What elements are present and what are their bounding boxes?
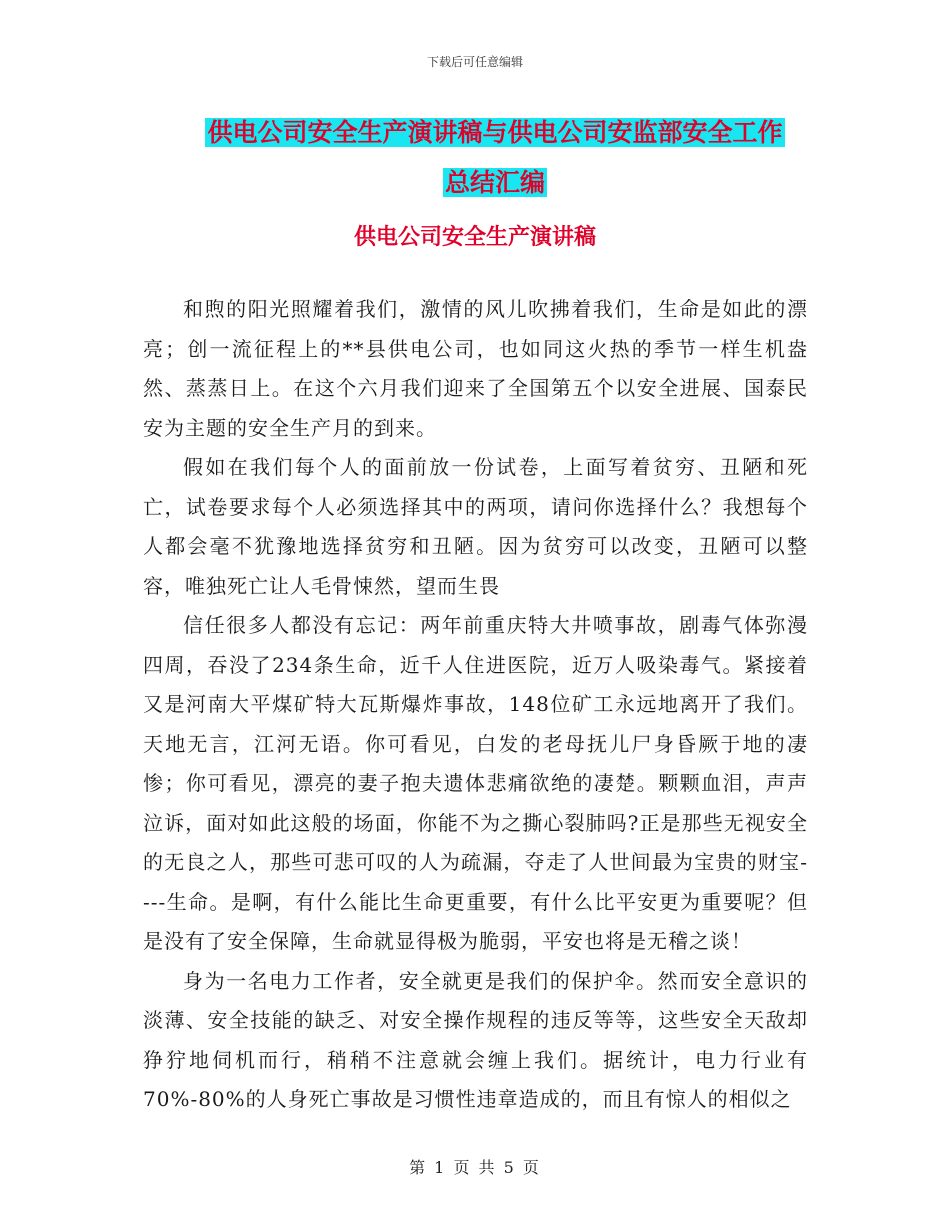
body-text — [143, 290, 808, 1120]
document-title — [140, 108, 850, 208]
document-title-line-2: 总结汇编 — [444, 168, 545, 197]
document-title-line-1: 供电公司安全生产演讲稿与供电公司安监部安全工作 — [207, 118, 783, 147]
paragraph: 和煦的阳光照耀着我们，激情的风儿吹拂着我们，生命是如此的漂亮；创一流征程上的**县供电公司，也如同这火热的季节一样生机盎然、蒸蒸日上。在这个六月我们迎来了全国第五个以安全进展、国泰民安为主题的安全生产月的到来。 — [143, 297, 808, 440]
page-header-note: 下载后可任意编辑 — [426, 55, 523, 69]
section-heading: 供电公司安全生产演讲稿 — [353, 225, 596, 250]
paragraph: 身为一名电力工作者，安全就更是我们的保护伞。然而安全意识的淡薄、安全技能的缺乏、对安全操作规程的违反等等，这些安全天敌却狰狞地伺机而行，稍稍不注意就会缠上我们。据统计，电力行业有70%-80%的人身死亡事故是习惯性违章造成的，而且有惊人的相似之 — [143, 968, 808, 1111]
paragraph: 假如在我们每个人的面前放一份试卷，上面写着贫穷、丑陋和死亡，试卷要求每个人必须选择其中的两项，请问你选择什么？我想每个人都会毫不犹豫地选择贫穷和丑陋。因为贫穷可以改变，丑陋可以整容，唯独死亡让人毛骨悚然，望而生畏 — [143, 455, 808, 598]
paragraph: 信任很多人都没有忘记：两年前重庆特大井喷事故，剧毒气体弥漫四周，吞没了234条生命，近千人住进医院，近万人吸染毒气。紧接着又是河南大平煤矿特大瓦斯爆炸事故，148位矿工永远地离开了我们。天地无言，江河无语。你可看见，白发的老母抚儿尸身昏厥于地的凄惨；你可看见，漂亮的妻子抱夫遗体悲痛欲绝的凄楚。颗颗血泪，声声泣诉，面对如此这般的场面，你能不为之撕心裂肺吗?正是那些无视安全的无良之人，那些可悲可叹的人为疏漏，夺走了人世间最为宝贵的财宝----生命。是啊，有什么能比生命更重要，有什么比平安更为重要呢？但是没有了安全保障，生命就显得极为脆弱，平安也将是无稽之谈！ — [143, 613, 808, 953]
page-number-footer: 第 1 页 共 5 页 — [409, 1158, 541, 1177]
